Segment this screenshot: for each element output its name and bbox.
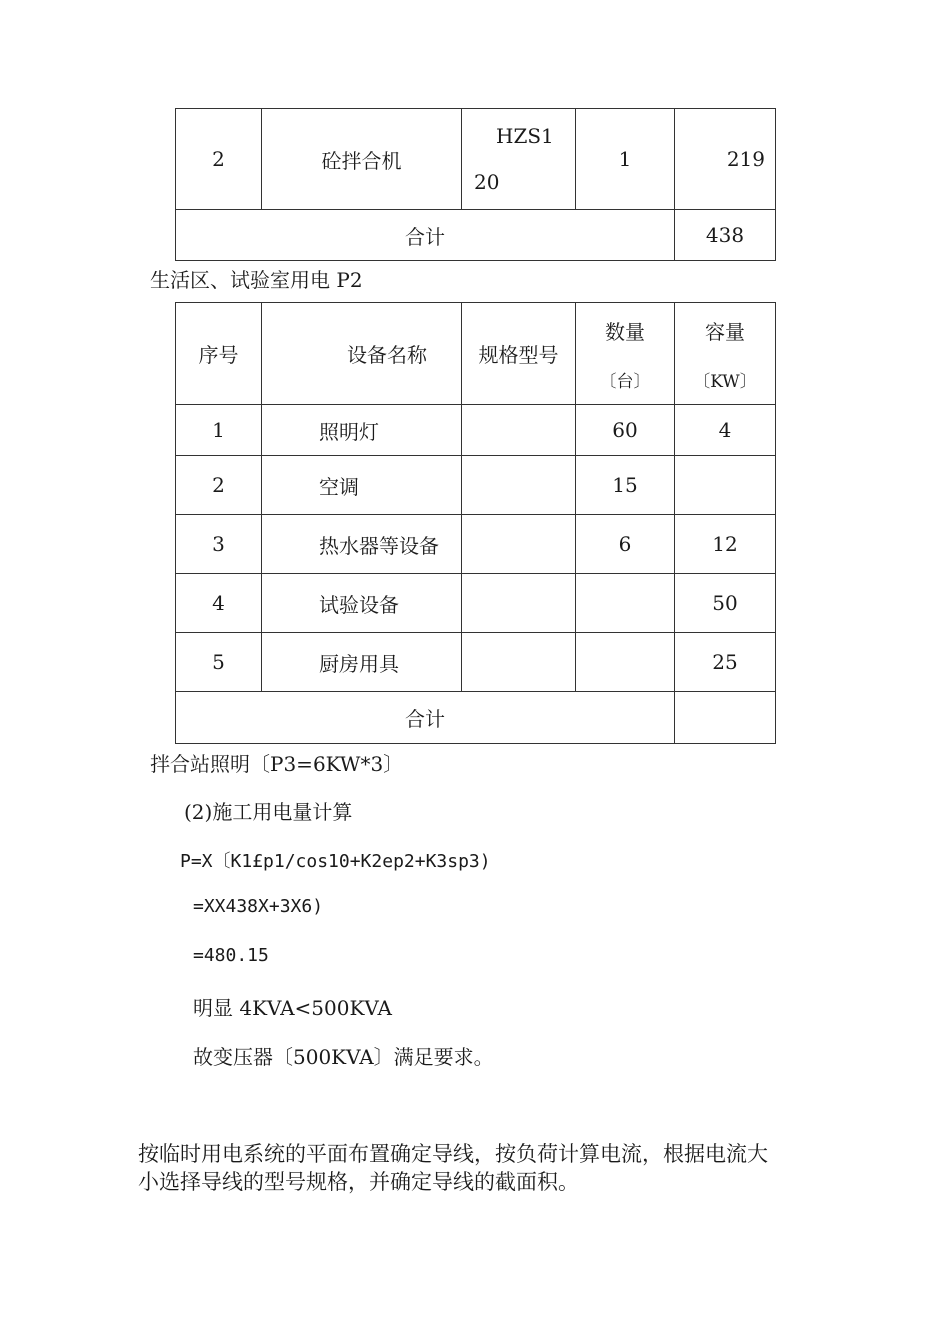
header-qty-line2: 〔台〕: [599, 371, 651, 392]
total-row: [176, 692, 776, 744]
row-qty: 1: [576, 109, 675, 210]
row-qty: [576, 633, 675, 692]
total-value: [675, 692, 776, 744]
section-p2-title: 生活区、试验室用电 P2: [150, 268, 363, 292]
calc-heading: (2)施工用电量计算: [184, 800, 353, 824]
header-index: 序号: [176, 303, 262, 405]
total-label: 合计: [176, 210, 675, 261]
row-name: 试验设备: [262, 574, 462, 633]
header-name: 设备名称: [262, 303, 462, 405]
formula-line3: =480.15: [193, 945, 269, 966]
row-capacity: [675, 456, 776, 515]
header-qty: [576, 303, 675, 405]
model-line2: 20: [474, 170, 500, 194]
header-cap-line2: 〔KW〕: [693, 371, 757, 392]
row-name: 热水器等设备: [262, 515, 462, 574]
row-name: 照明灯: [262, 405, 462, 456]
row-name: 砼拌合机: [262, 109, 462, 210]
row-qty: 6: [576, 515, 675, 574]
row-capacity: 219: [675, 109, 776, 210]
table-row: [176, 515, 776, 574]
row-model: [462, 109, 576, 210]
paragraph-line2: 小选择导线的型号规格，并确定导线的截面积。: [138, 1170, 579, 1194]
formula-line1: P=X〔K1£p1/cos10+K2ep2+K3sp3): [180, 851, 491, 872]
table-row: [176, 456, 776, 515]
row-index: 2: [176, 109, 262, 210]
equipment-table-p1: [175, 108, 776, 261]
row-model: [462, 456, 576, 515]
row-index: 1: [176, 405, 262, 456]
table-row: [176, 405, 776, 456]
row-model: [462, 515, 576, 574]
row-qty: 15: [576, 456, 675, 515]
formula-line4: 明显 4KVA<500KVA: [193, 996, 392, 1020]
header-cap-line1: 容量: [705, 319, 745, 344]
row-index: 4: [176, 574, 262, 633]
row-name: 空调: [262, 456, 462, 515]
row-index: 2: [176, 456, 262, 515]
table-row: [176, 633, 776, 692]
row-name: 厨房用具: [262, 633, 462, 692]
row-qty: [576, 574, 675, 633]
row-capacity: 4: [675, 405, 776, 456]
row-model: [462, 574, 576, 633]
row-capacity: 50: [675, 574, 776, 633]
total-value: 438: [675, 210, 776, 261]
row-qty: 60: [576, 405, 675, 456]
total-label: 合计: [176, 692, 675, 744]
model-line1: HZS1: [496, 124, 554, 148]
row-model: [462, 633, 576, 692]
conclusion: 故变压器〔500KVA〕满足要求。: [193, 1045, 494, 1069]
row-capacity: 12: [675, 515, 776, 574]
formula-line2: =XX438X+3X6): [193, 896, 324, 917]
paragraph-line1: 按临时用电系统的平面布置确定导线，按负荷计算电流，根据电流大: [138, 1142, 768, 1166]
row-model: [462, 405, 576, 456]
table-row: [176, 109, 776, 210]
row-index: 3: [176, 515, 262, 574]
header-capacity: [675, 303, 776, 405]
row-index: 5: [176, 633, 262, 692]
mixing-station-lighting: 拌合站照明〔P3=6KW*3〕: [150, 752, 404, 776]
row-capacity: 25: [675, 633, 776, 692]
header-model: 规格型号: [462, 303, 576, 405]
equipment-table-p2: [175, 302, 776, 744]
header-row: [176, 303, 776, 405]
header-qty-line1: 数量: [605, 319, 645, 344]
table-row: [176, 574, 776, 633]
total-row: [176, 210, 776, 261]
